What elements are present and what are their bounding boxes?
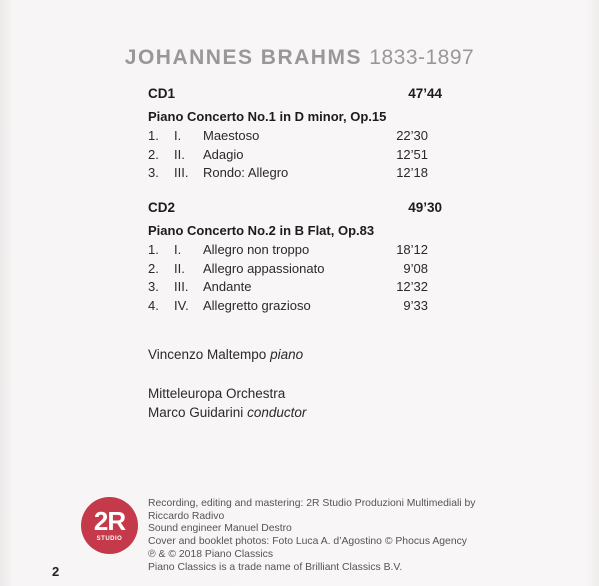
credit-line: Sound engineer Manuel Destro	[148, 523, 292, 535]
cd2-heading	[148, 200, 442, 220]
cd1-section	[148, 86, 442, 183]
conductor-name: Marco Guidarini	[148, 405, 244, 420]
track-title: Allegro appassionato	[203, 260, 325, 276]
movement-number: II.	[174, 146, 185, 162]
track-row	[148, 146, 442, 165]
track-title: Andante	[203, 279, 252, 295]
soloist-role: piano	[270, 347, 304, 362]
track-title: Adagio	[203, 146, 244, 162]
track-title: Rondo: Allegro	[203, 165, 289, 181]
credit-line: ℗ & © 2018 Piano Classics	[148, 548, 274, 560]
composer-name: JOHANNES BRAHMS	[124, 46, 362, 69]
track-row	[148, 164, 442, 183]
movement-number: II.	[174, 260, 185, 276]
track-duration: 12’32	[396, 279, 428, 295]
track-duration: 9’08	[403, 260, 428, 276]
conductor-role: conductor	[247, 405, 307, 420]
orchestra-line: Mitteleuropa Orchestra	[148, 386, 286, 401]
movement-number: III.	[174, 279, 189, 295]
track-duration: 18’12	[396, 242, 428, 257]
soloist-name: Vincenzo Maltempo	[148, 347, 267, 362]
movement-number: III.	[174, 165, 189, 181]
movement-number: IV.	[174, 298, 189, 314]
cd2-work-title: Piano Concerto No.2 in B Flat, Op.83	[148, 223, 375, 238]
track-row	[148, 297, 442, 316]
track-number: 4.	[148, 298, 159, 314]
track-duration: 22’30	[396, 128, 428, 143]
track-number: 1.	[148, 128, 159, 143]
cd1-work-title: Piano Concerto No.1 in D minor, Op.15	[148, 109, 387, 124]
cd1-total-time: 47’44	[408, 86, 442, 101]
track-duration: 9’33	[403, 298, 428, 314]
track-row	[148, 260, 442, 279]
cd1-label: CD1	[148, 86, 176, 101]
track-title: Allegro non troppo	[203, 242, 310, 257]
track-number: 1.	[148, 242, 159, 257]
cd2-section	[148, 200, 442, 316]
conductor-line	[148, 405, 306, 420]
logo-mark: 2R	[93, 506, 126, 536]
track-title: Maestoso	[203, 128, 260, 143]
track-row	[148, 127, 442, 146]
track-row	[148, 278, 442, 297]
cd2-total-time: 49’30	[408, 200, 442, 215]
track-row	[148, 241, 442, 260]
credit-line: Riccardo Radivo	[148, 510, 225, 522]
production-credits	[148, 498, 578, 574]
soloist-line	[148, 347, 303, 362]
2r-studio-logo	[81, 497, 138, 554]
credit-line: Piano Classics is a trade name of Brilliant Classics B.V.	[148, 561, 403, 573]
movement-number: I.	[174, 128, 182, 143]
composer-years: 1833-1897	[369, 46, 475, 69]
track-duration: 12’18	[396, 165, 428, 181]
credit-line: Cover and booklet photos: Foto Luca A. d’Agostino © Phocus Agency	[148, 536, 467, 548]
cd2-label: CD2	[148, 200, 176, 215]
logo-studio-text: STUDIO	[96, 536, 123, 542]
track-number: 3.	[148, 279, 159, 295]
track-duration: 12’51	[396, 146, 428, 162]
composer-header	[0, 46, 599, 70]
movement-number: I.	[174, 242, 182, 257]
track-number: 2.	[148, 260, 159, 276]
page-number: 2	[52, 564, 60, 579]
track-number: 2.	[148, 146, 159, 162]
track-number: 3.	[148, 165, 159, 181]
credit-line: Recording, editing and mastering: 2R Studio Produzioni Multimediali by	[148, 498, 476, 509]
track-title: Allegretto grazioso	[203, 298, 311, 314]
cd1-heading	[148, 86, 442, 106]
